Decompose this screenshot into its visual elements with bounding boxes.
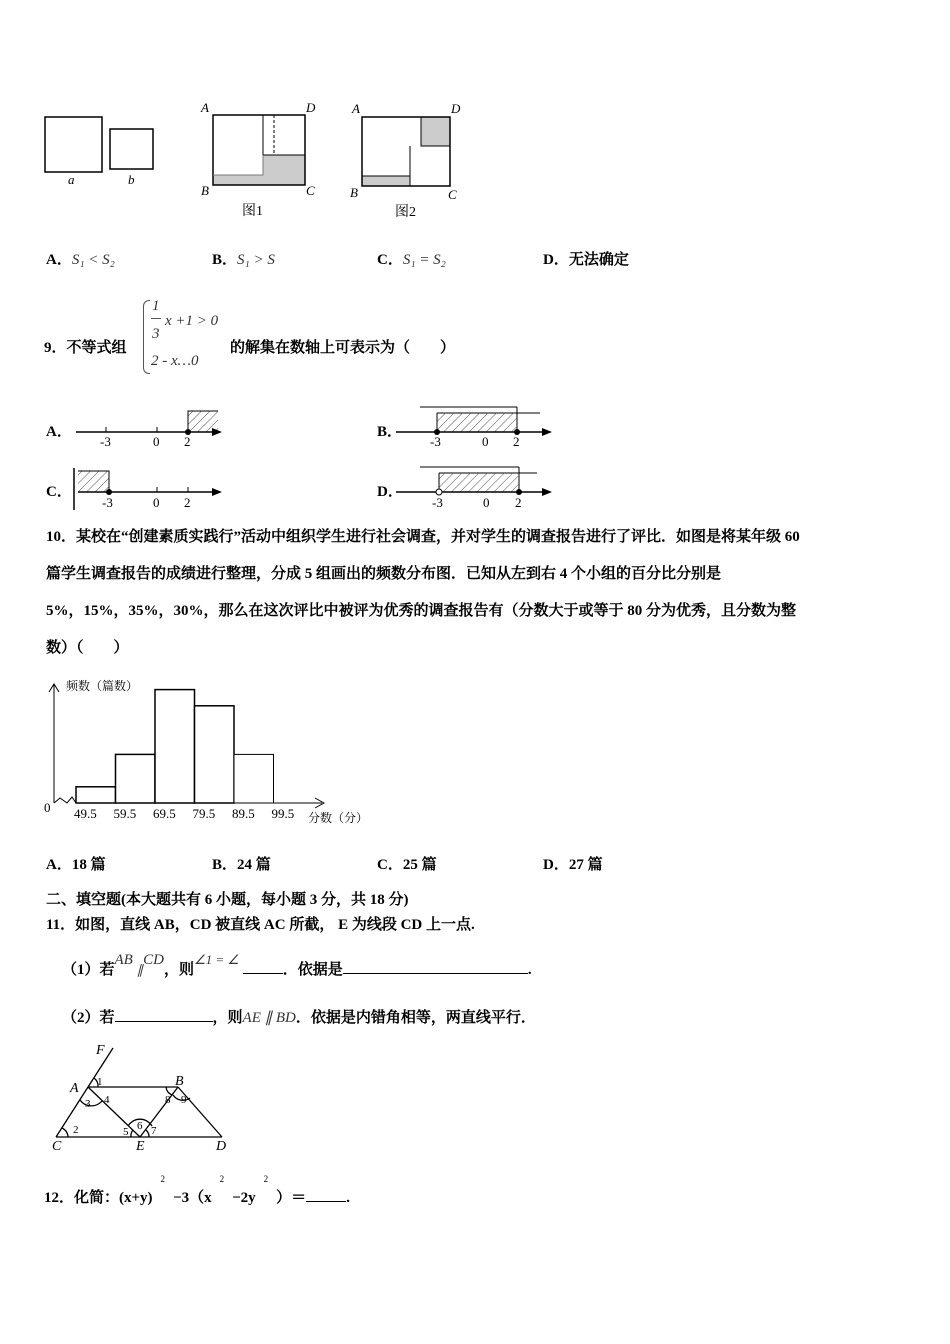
q8-option-c[interactable] [377, 248, 446, 269]
number-line-c [74, 468, 222, 510]
tick-label: 2 [513, 434, 520, 449]
text: −3（x [173, 1190, 212, 1206]
q9-brace [143, 300, 150, 374]
q9-option-b[interactable]: B． [377, 424, 403, 440]
angle-3: 3 [85, 1098, 91, 1110]
option-text: 24 篇 [237, 857, 271, 873]
answer-blank[interactable] [243, 959, 283, 974]
tick-label: -3 [430, 434, 441, 449]
angle-1: 1 [97, 1076, 103, 1088]
q8-option-b[interactable] [212, 248, 275, 269]
text: ）＝ [276, 1190, 307, 1206]
q8-figures [30, 95, 490, 225]
q9-number-lines [0, 400, 600, 515]
x-axis-label: 分数（分） [308, 811, 369, 825]
text: ．依据是内错角相等，两直线平行． [295, 1010, 536, 1026]
label-D2: D [451, 101, 461, 116]
q10-option-a[interactable] [46, 853, 106, 874]
label-D1: D [306, 100, 316, 115]
section-heading: 二、填空题(本大题共有 6 小题，每小题 3 分，共 18 分) [46, 892, 409, 908]
q10-option-c[interactable] [377, 853, 437, 874]
text: ．依据是 [282, 962, 343, 978]
q9-eq1-rest: x +1 > 0 [165, 313, 219, 329]
point-E: E [136, 1139, 145, 1154]
tick-label: 0 [483, 495, 490, 510]
fig1-caption: 图1 [242, 204, 263, 219]
point-C: C [52, 1139, 62, 1154]
q10-line-1: 10．某校在“创建素质实践行”活动中组织学生进行社会调查，并对学生的调查报告进行了评比．如图是将某年级 60 [46, 529, 800, 545]
q8-option-a[interactable] [46, 248, 115, 269]
answer-blank[interactable] [306, 1187, 346, 1202]
label-a: a [68, 172, 75, 187]
tick-label: 2 [515, 495, 522, 510]
tick-label: -3 [100, 434, 111, 449]
option-text: S₁ = S₂ [402, 252, 446, 268]
option-text: 27 篇 [568, 857, 603, 873]
fig2-caption: 图2 [395, 205, 416, 220]
math-angle: ∠1 = ∠ [193, 952, 240, 967]
option-letter: C． [377, 252, 403, 268]
tick-label: 0 [153, 495, 160, 510]
x-tick-label: 79.5 [192, 806, 216, 821]
exponent: 2 [219, 1174, 225, 1184]
q9-option-c[interactable]: C． [46, 484, 72, 500]
histogram-bar [195, 706, 235, 803]
q9-option-a[interactable]: A． [46, 424, 72, 440]
option-text: 18 篇 [71, 857, 106, 873]
tick-label: 2 [184, 495, 191, 510]
number-line-a [76, 411, 222, 449]
histogram-bar [234, 754, 274, 803]
x-tick-label: 99.5 [271, 806, 295, 821]
text: ，则 [163, 962, 194, 978]
y-axis-label: 频数（篇数） [66, 679, 139, 693]
q12 [44, 1174, 350, 1207]
text: . [346, 1190, 350, 1206]
text: . [527, 962, 532, 978]
point-B: B [175, 1074, 184, 1089]
option-text: S₁ > S [237, 252, 275, 268]
math-ab: AB [114, 952, 133, 968]
x-tick-label: 69.5 [153, 806, 176, 821]
angle-8: 8 [165, 1094, 171, 1106]
text: 12．化简：(x+y) [44, 1190, 153, 1206]
q10-line-2: 篇学生调查报告的成绩进行整理，分成 5 组画出的频数分布图．已知从左到右 4 个小组的百分比分别是 [46, 566, 722, 582]
angle-5: 5 [123, 1126, 129, 1138]
number-line-d [396, 467, 552, 510]
number-line-b [396, 407, 552, 449]
histogram-bar [76, 787, 116, 803]
x-tick-label: 89.5 [232, 806, 255, 821]
answer-blank[interactable] [343, 959, 528, 974]
angle-7: 7 [151, 1125, 157, 1137]
origin-label: 0 [44, 800, 51, 815]
point-F: F [96, 1043, 105, 1058]
text: −2y [232, 1190, 256, 1206]
angle-2: 2 [73, 1124, 79, 1136]
q10-option-b[interactable] [212, 853, 271, 874]
option-text: 无法确定 [568, 252, 629, 268]
label-A2: A [352, 101, 360, 116]
text: ，则 [212, 1010, 243, 1026]
option-text: S₁ < S₂ [71, 252, 115, 268]
option-letter: A． [46, 252, 72, 268]
parallel-symbol: ∥ [136, 962, 144, 977]
angle-9: 9 [181, 1094, 187, 1106]
q11-part2 [62, 1006, 536, 1027]
q11-part1 [62, 952, 532, 979]
histogram [30, 670, 390, 840]
answer-blank[interactable] [115, 1007, 213, 1022]
text: （1）若 [62, 962, 115, 978]
q9-suffix: 的解集在数轴上可表示为（ ） [230, 340, 456, 356]
q9-eq2: 2 - x…0 [151, 353, 199, 369]
q9-eq1-num: 1 [152, 298, 160, 314]
label-b: b [128, 172, 135, 187]
q9-eq1-den: 3 [152, 326, 160, 342]
point-D: D [216, 1139, 227, 1154]
q11-geometry-figure [40, 1040, 240, 1160]
q10-option-d[interactable] [543, 853, 603, 874]
label-C1: C [306, 183, 315, 198]
tick-label: -3 [102, 495, 113, 510]
label-A1: A [201, 100, 209, 115]
tick-label: -3 [432, 495, 443, 510]
text: （2）若 [62, 1010, 115, 1026]
option-letter: B． [212, 252, 238, 268]
label-B2: B [350, 185, 358, 200]
q9-prefix: 9．不等式组 [44, 340, 127, 356]
q10-line-4: 数）（ ） [46, 640, 129, 656]
option-letter: C． [377, 857, 403, 873]
histogram-bar [116, 754, 156, 803]
point-A: A [70, 1081, 79, 1096]
tick-label: 0 [153, 434, 160, 449]
angle-4: 4 [104, 1094, 110, 1106]
option-text: 25 篇 [402, 857, 437, 873]
x-tick-label: 49.5 [74, 806, 97, 821]
label-B1: B [201, 183, 209, 198]
option-letter: D． [543, 252, 569, 268]
label-C2: C [448, 187, 457, 202]
math-ae-bd: AE ∥ BD [242, 1010, 296, 1026]
exponent: 2 [263, 1174, 269, 1184]
q8-option-d[interactable] [543, 248, 629, 269]
option-letter: D． [543, 857, 569, 873]
q10-line-3: 5%，15%，35%，30%，那么在这次评比中被评为优秀的调查报告有（分数大于或等于 80 分为优秀，且分数为整 [46, 603, 797, 619]
tick-label: 0 [482, 434, 489, 449]
histogram-bar [155, 690, 195, 803]
q11-stem: 11．如图，直线 AB，CD 被直线 AC 所截， E 为线段 CD 上一点. [46, 917, 475, 933]
fraction-bar [151, 318, 161, 319]
option-letter: B． [212, 857, 238, 873]
exponent: 2 [160, 1174, 166, 1184]
tick-label: 2 [184, 434, 191, 449]
angle-6: 6 [137, 1120, 143, 1132]
option-letter: A． [46, 857, 72, 873]
q9-option-d[interactable]: D． [377, 484, 403, 500]
x-tick-label: 59.5 [113, 806, 137, 821]
math-cd: CD [143, 952, 164, 968]
